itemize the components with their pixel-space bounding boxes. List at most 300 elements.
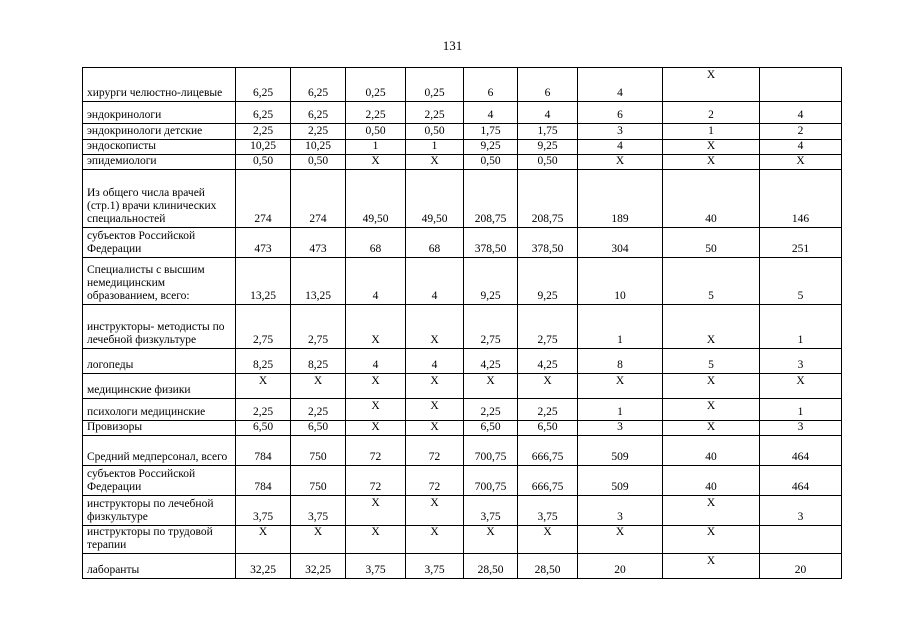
cell-value: Х [371, 421, 380, 433]
cell-value: 3,75 [365, 564, 386, 576]
table-cell [291, 496, 346, 526]
table-cell [291, 436, 346, 466]
cell-value: Х [543, 526, 552, 538]
table-cell [464, 68, 518, 102]
table-cell [663, 421, 760, 436]
cell-value: 3 [617, 421, 623, 433]
cell-value: 13,25 [305, 290, 331, 302]
table-cell [760, 496, 842, 526]
cell-value: Х [796, 155, 805, 167]
cell-value: 2,75 [537, 334, 558, 346]
table-cell [406, 155, 464, 170]
table-cell [291, 228, 346, 258]
cell-value: 6,25 [307, 109, 329, 121]
table-cell [236, 421, 291, 436]
cell-value: 20 [794, 564, 807, 576]
table-cell [346, 496, 406, 526]
table-cell [464, 399, 518, 421]
staffing-table [82, 67, 842, 579]
cell-value: 0,50 [365, 125, 386, 137]
table-cell [291, 374, 346, 399]
cell-value: 666,75 [531, 481, 564, 493]
table-cell [518, 436, 578, 466]
cell-value: 49,50 [421, 213, 448, 225]
cell-value: Х [258, 526, 268, 538]
table-cell [291, 155, 346, 170]
table-row [83, 228, 842, 258]
row-label: эпидемиологи [83, 155, 236, 170]
table-cell [578, 140, 663, 155]
cell-value: 1 [708, 125, 714, 137]
table-cell [760, 258, 842, 305]
cell-value: 1 [797, 334, 804, 346]
cell-top-mark: Х [371, 375, 380, 387]
table-cell [663, 496, 760, 526]
cell-value: 784 [254, 481, 272, 493]
cell-value: 4 [617, 87, 623, 99]
table-cell [663, 155, 760, 170]
cell-value: 72 [428, 451, 441, 463]
cell-value: 1 [617, 406, 623, 418]
cell-value: 464 [791, 451, 810, 463]
table-cell [406, 399, 464, 421]
cell-value: 4 [487, 109, 494, 121]
cell-value: 473 [254, 243, 272, 255]
row-label: субъектов Российской Федерации [83, 228, 236, 258]
table-cell [236, 436, 291, 466]
cell-value: 4 [617, 140, 623, 152]
row-label: эндоскописты [83, 140, 236, 155]
cell-value: 3,75 [537, 511, 558, 523]
table-cell [406, 140, 464, 155]
cell-value: 1,75 [480, 125, 501, 137]
cell-value: 274 [309, 213, 327, 225]
table-cell [236, 526, 291, 554]
table-cell [760, 374, 842, 399]
table-cell [760, 228, 842, 258]
table-cell [663, 68, 760, 102]
table-cell [760, 102, 842, 124]
table-cell [464, 466, 518, 496]
cell-value: 2,25 [480, 406, 501, 418]
cell-value: 784 [254, 451, 272, 463]
table-cell [760, 124, 842, 140]
cell-value: 10,25 [305, 140, 331, 152]
table-cell [346, 228, 406, 258]
table-row [83, 421, 842, 436]
cell-top-mark: Х [706, 497, 716, 509]
table-cell [760, 526, 842, 554]
cell-value: 208,75 [474, 213, 507, 225]
table-cell [346, 349, 406, 374]
table-cell [578, 399, 663, 421]
cell-value: 9,25 [480, 290, 501, 302]
table-cell [464, 436, 518, 466]
cell-top-mark: Х [258, 375, 268, 387]
table-row [83, 496, 842, 526]
cell-value: 3 [797, 421, 804, 433]
table-cell [236, 554, 291, 579]
row-label: Из общего числа врачей (стр.1) врачи клинических специальностей [83, 170, 236, 228]
row-label: инструкторы по лечебной физкультуре [83, 496, 236, 526]
table-row [83, 124, 842, 140]
cell-value: 32,25 [305, 564, 331, 576]
table-cell [291, 466, 346, 496]
row-label: эндокринологи детские [83, 124, 236, 140]
row-label: инструкторы- методисты по лечебной физкультуре [83, 305, 236, 349]
row-label: эндокринологи [83, 102, 236, 124]
cell-value: 1 [372, 140, 379, 152]
table-cell [236, 305, 291, 349]
cell-top-mark: Х [371, 400, 380, 412]
table-cell [578, 466, 663, 496]
table-cell [291, 349, 346, 374]
table-cell [236, 140, 291, 155]
table-row [83, 399, 842, 421]
cell-value: 28,50 [477, 564, 504, 576]
row-label: Специалисты с высшим немедицинским образованием, всего: [83, 258, 236, 305]
table-row [83, 102, 842, 124]
cell-value: 6,50 [307, 421, 329, 433]
cell-value: 1 [797, 406, 804, 418]
table-cell [291, 421, 346, 436]
cell-value: 3,75 [480, 511, 501, 523]
cell-value: 3,75 [252, 511, 274, 523]
table-cell [760, 466, 842, 496]
table-cell [464, 374, 518, 399]
cell-value: Х [706, 526, 716, 538]
cell-value: 464 [791, 481, 810, 493]
cell-value: 40 [705, 481, 717, 493]
cell-value: 274 [254, 213, 272, 225]
cell-value: 2,25 [252, 406, 274, 418]
cell-value: Х [430, 155, 439, 167]
row-label: логопеды [83, 349, 236, 374]
cell-value: 4 [797, 140, 804, 152]
table-cell [518, 102, 578, 124]
table-cell [760, 436, 842, 466]
table-cell [760, 399, 842, 421]
cell-value: 146 [791, 213, 810, 225]
cell-value: 49,50 [362, 213, 389, 225]
table-cell [291, 258, 346, 305]
cell-value: 2,25 [307, 406, 329, 418]
table-cell [406, 496, 464, 526]
table-cell [760, 170, 842, 228]
cell-value: Х [615, 526, 625, 538]
table-cell [518, 68, 578, 102]
table-cell [518, 421, 578, 436]
table-row [83, 258, 842, 305]
table-cell [663, 374, 760, 399]
table-cell [518, 526, 578, 554]
cell-value: 2,75 [307, 334, 329, 346]
cell-value: 473 [309, 243, 327, 255]
table-row [83, 466, 842, 496]
cell-value: 3 [617, 125, 623, 137]
cell-value: 6,50 [480, 421, 501, 433]
cell-value: 4 [372, 290, 379, 302]
table-cell [578, 258, 663, 305]
cell-value: Х [371, 155, 380, 167]
cell-value: 4 [372, 359, 379, 371]
table-cell [663, 399, 760, 421]
table-cell [518, 554, 578, 579]
table-cell [236, 399, 291, 421]
cell-value: 750 [309, 481, 327, 493]
table-cell [406, 305, 464, 349]
cell-value: 6 [487, 87, 494, 99]
cell-top-mark: Х [430, 375, 439, 387]
table-cell [236, 228, 291, 258]
cell-value: 3 [797, 511, 804, 523]
cell-value: 2 [797, 125, 804, 137]
table-cell [346, 526, 406, 554]
cell-value: 8 [617, 359, 623, 371]
cell-value: 9,25 [480, 140, 501, 152]
cell-value: 3 [617, 511, 623, 523]
table-cell [406, 102, 464, 124]
table-cell [760, 554, 842, 579]
cell-value: 2,25 [537, 406, 558, 418]
table-cell [578, 421, 663, 436]
cell-value: 5 [797, 290, 804, 302]
cell-value: 0,50 [537, 155, 558, 167]
table-cell [663, 124, 760, 140]
table-row [83, 155, 842, 170]
table-cell [291, 140, 346, 155]
cell-top-mark: Х [430, 497, 439, 509]
table-cell [236, 155, 291, 170]
cell-top-mark: Х [706, 400, 716, 412]
table-cell [236, 496, 291, 526]
table-cell [578, 155, 663, 170]
cell-value: 72 [428, 481, 441, 493]
cell-value: 50 [705, 243, 717, 255]
table-cell [518, 496, 578, 526]
cell-top-mark: Х [706, 69, 716, 81]
cell-value: 72 [369, 481, 382, 493]
row-label: медицинские физики [83, 374, 236, 399]
cell-value: 4,25 [537, 359, 558, 371]
row-label: психологи медицинские [83, 399, 236, 421]
table-row [83, 374, 842, 399]
cell-value: 6,50 [252, 421, 274, 433]
cell-top-mark: Х [313, 375, 323, 387]
table-cell [518, 140, 578, 155]
cell-value: 3 [797, 359, 804, 371]
table-cell [346, 170, 406, 228]
table-cell [346, 102, 406, 124]
cell-value: 4 [797, 109, 804, 121]
table-cell [406, 526, 464, 554]
table-cell [346, 421, 406, 436]
cell-value: 72 [369, 451, 382, 463]
cell-value: 666,75 [531, 451, 564, 463]
table-cell [236, 374, 291, 399]
table-cell [663, 349, 760, 374]
table-cell [291, 68, 346, 102]
table-cell [518, 258, 578, 305]
cell-value: Х [371, 526, 380, 538]
table-cell [578, 526, 663, 554]
cell-value: 0,50 [252, 155, 274, 167]
table-cell [760, 155, 842, 170]
table-cell [291, 305, 346, 349]
row-label: инструкторы по трудовой терапии [83, 526, 236, 554]
table-row [83, 436, 842, 466]
row-label: лаборанты [83, 554, 236, 579]
cell-value: Х [486, 526, 495, 538]
table-cell [406, 349, 464, 374]
table-cell [346, 124, 406, 140]
table-cell [236, 258, 291, 305]
table-cell [760, 305, 842, 349]
cell-value: Х [313, 526, 323, 538]
cell-value: 304 [611, 243, 629, 255]
cell-value: Х [371, 334, 380, 346]
table-cell [663, 140, 760, 155]
table-row [83, 140, 842, 155]
table-cell [236, 349, 291, 374]
table-cell [663, 170, 760, 228]
table-cell [464, 170, 518, 228]
table-cell [464, 258, 518, 305]
table-cell [406, 466, 464, 496]
table-cell [518, 155, 578, 170]
table-cell [236, 124, 291, 140]
cell-value: 0,25 [424, 87, 445, 99]
table-cell [663, 102, 760, 124]
cell-top-mark: Х [706, 555, 716, 567]
table-cell [406, 554, 464, 579]
table-cell [464, 140, 518, 155]
table-cell [760, 349, 842, 374]
table-row [83, 554, 842, 579]
table-cell [518, 466, 578, 496]
table-cell [760, 140, 842, 155]
table-cell [291, 399, 346, 421]
row-label: Средний медперсонал, всего [83, 436, 236, 466]
table-cell [518, 374, 578, 399]
cell-top-mark: Х [543, 375, 552, 387]
cell-value: 2 [708, 109, 714, 121]
cell-value: Х [706, 140, 716, 152]
cell-value: 40 [705, 213, 717, 225]
table-cell [578, 349, 663, 374]
table-cell [406, 228, 464, 258]
table-cell [578, 170, 663, 228]
cell-top-mark: Х [371, 497, 380, 509]
table-cell [663, 436, 760, 466]
row-label: хирурги челюстно-лицевые [83, 68, 236, 102]
cell-value: Х [615, 155, 625, 167]
table-cell [406, 436, 464, 466]
cell-value: 32,25 [250, 564, 276, 576]
table-body [83, 68, 842, 579]
cell-value: 4 [431, 290, 438, 302]
cell-value: 9,25 [537, 290, 558, 302]
cell-value: Х [430, 421, 439, 433]
cell-value: Х [706, 421, 716, 433]
cell-value: 6,25 [252, 87, 274, 99]
cell-value: 40 [705, 451, 717, 463]
table-cell [518, 349, 578, 374]
cell-value: 3,75 [307, 511, 329, 523]
cell-value: 10 [614, 290, 626, 302]
table-cell [406, 374, 464, 399]
table-cell [291, 102, 346, 124]
cell-value: 2,25 [307, 125, 329, 137]
table-cell [236, 170, 291, 228]
table-cell [578, 374, 663, 399]
table-cell [663, 554, 760, 579]
cell-value: 2,75 [252, 334, 274, 346]
table-row [83, 305, 842, 349]
table-cell [464, 496, 518, 526]
cell-value: 6 [617, 109, 623, 121]
table-cell [578, 124, 663, 140]
table-row [83, 526, 842, 554]
table-cell [663, 526, 760, 554]
cell-value: 8,25 [307, 359, 329, 371]
cell-value: 6,25 [307, 87, 329, 99]
table-cell [291, 526, 346, 554]
cell-top-mark: Х [615, 375, 625, 387]
table-cell [291, 124, 346, 140]
table-cell [464, 526, 518, 554]
table-cell [406, 170, 464, 228]
table-row [83, 68, 842, 102]
table-row [83, 170, 842, 228]
table-cell [578, 68, 663, 102]
cell-value: Х [706, 155, 716, 167]
table-cell [518, 170, 578, 228]
table-cell [346, 436, 406, 466]
cell-value: 251 [791, 243, 810, 255]
table-cell [346, 374, 406, 399]
table-cell [346, 305, 406, 349]
cell-value: 0,50 [480, 155, 501, 167]
table-row [83, 349, 842, 374]
table-cell [464, 421, 518, 436]
cell-value: 750 [309, 451, 327, 463]
cell-value: Х [430, 526, 439, 538]
cell-value: 68 [369, 243, 382, 255]
table-cell [346, 140, 406, 155]
cell-value: 20 [614, 564, 626, 576]
table-cell [760, 68, 842, 102]
table-cell [406, 258, 464, 305]
table-cell [464, 349, 518, 374]
cell-value: 378,50 [531, 243, 564, 255]
table-cell [578, 305, 663, 349]
table-cell [464, 124, 518, 140]
cell-value: 2,25 [252, 125, 274, 137]
cell-value: 1 [617, 334, 623, 346]
cell-value: 5 [708, 359, 714, 371]
cell-top-mark: Х [486, 375, 495, 387]
table-cell [663, 228, 760, 258]
cell-value: 0,25 [365, 87, 386, 99]
cell-value: 13,25 [250, 290, 276, 302]
table-cell [663, 258, 760, 305]
table-cell [406, 68, 464, 102]
cell-value: 1,75 [537, 125, 558, 137]
table-cell [578, 496, 663, 526]
table-cell [760, 421, 842, 436]
page-number: 131 [442, 38, 463, 53]
